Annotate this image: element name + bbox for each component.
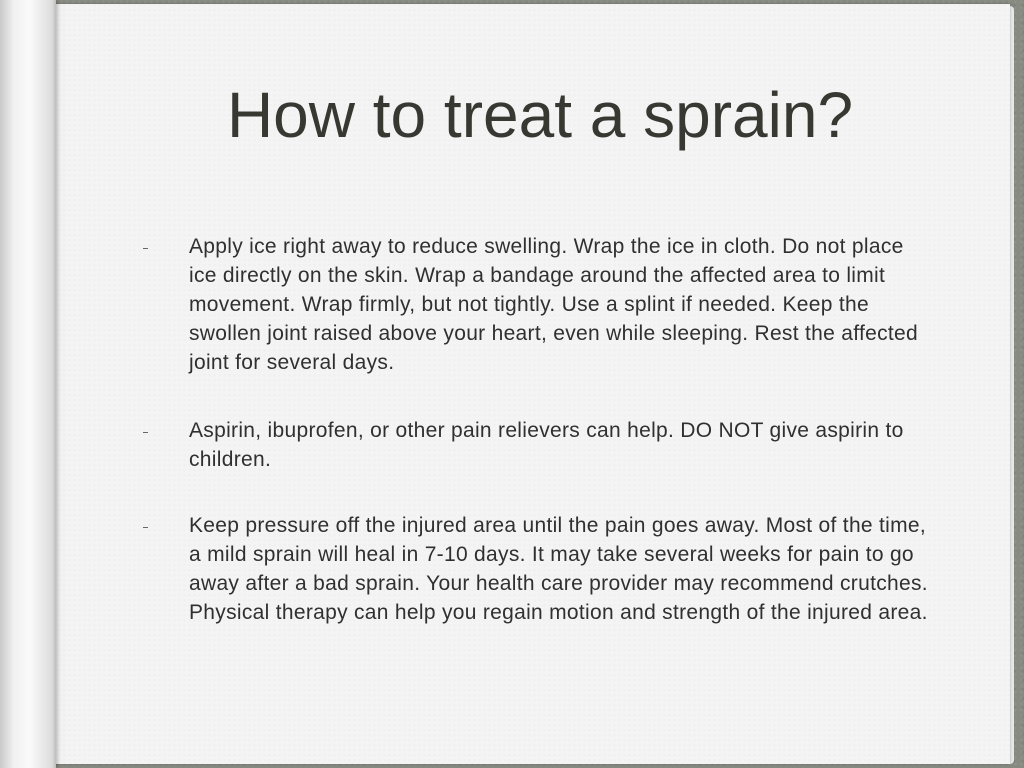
bullet-text: Aspirin, ibuprofen, or other pain relievers can help. DO NOT give aspirin to children. <box>189 419 904 471</box>
list-item <box>140 511 930 627</box>
bullet-text: Apply ice right away to reduce swelling. Wrap the ice in cloth. Do not place ice directly on the skin. Wrap a bandage around the affected area to limit movement. Wrap firmly, but not tightly. Use a splint if needed. Keep the swollen joint raised above your heart, even while sleeping. Rest the affected joint for several days. <box>189 235 918 374</box>
page-curl <box>0 0 56 768</box>
bullet-list <box>140 232 930 627</box>
list-item <box>140 232 930 377</box>
bullet-marker-icon <box>143 527 148 528</box>
page-title: How to treat a sprain? <box>226 79 854 151</box>
bullet-marker-icon <box>143 432 148 433</box>
list-item <box>140 416 930 474</box>
bullet-text: Keep pressure off the injured area until the pain goes away. Most of the time, a mild sprain will heal in 7-10 days. It may take several weeks for pain to go away after a bad sprain. Your health care provider may recommend crutches. Physical therapy can help you regain motion and strength of the injured area. <box>189 514 928 624</box>
bullet-marker-icon <box>143 248 148 249</box>
